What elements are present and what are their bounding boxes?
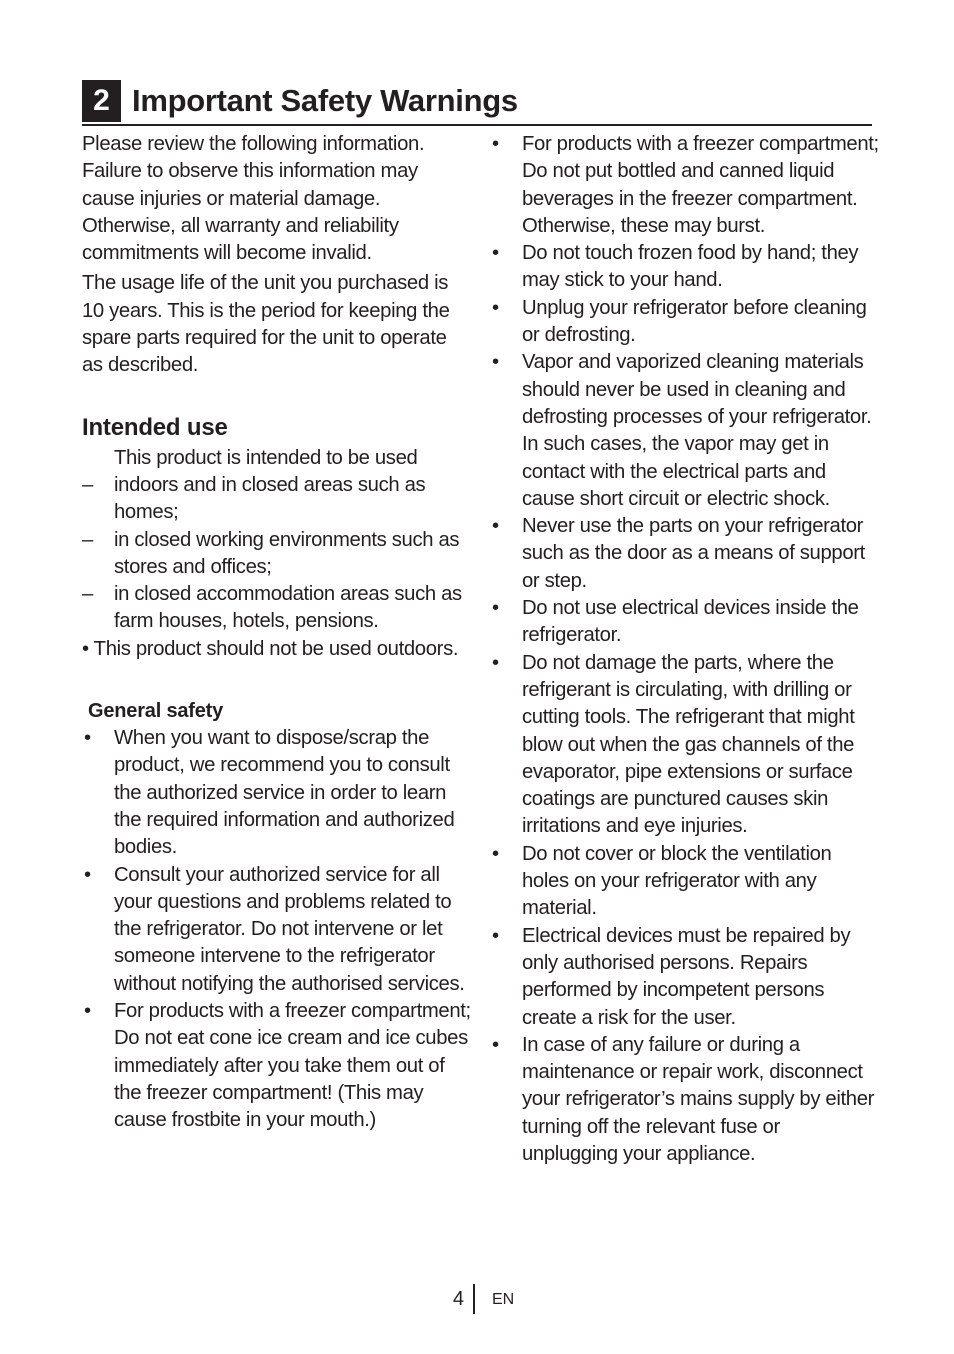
bullet-mark: • xyxy=(492,597,499,620)
list-item-text: in closed working environments such as stores and offices; xyxy=(114,528,460,578)
bullet-mark: • xyxy=(84,1000,91,1023)
language-code: EN xyxy=(492,1291,515,1308)
list-item xyxy=(490,349,880,513)
safety-warnings-list xyxy=(490,131,880,1168)
page-footer xyxy=(0,1284,954,1314)
bullet-mark: • xyxy=(84,727,91,750)
bullet-mark: • xyxy=(84,863,91,886)
list-item xyxy=(490,513,880,595)
dash-mark: – xyxy=(82,528,93,551)
page-number: 4 xyxy=(452,1288,464,1310)
intended-use-heading: Intended use xyxy=(82,413,228,441)
list-item-text: indoors and in closed areas such as homes; xyxy=(114,473,426,524)
bullet-mark: • xyxy=(492,296,499,319)
left-column xyxy=(82,131,472,1135)
list-item-text: Unplug your refrigerator before cleaning or defrosting. xyxy=(522,296,867,347)
list-item xyxy=(490,1032,880,1168)
usage-life-paragraph: The usage life of the unit you purchased is 10 years. This is the period for keeping the spare parts required for the unit to operate as described. xyxy=(82,272,450,377)
dash-mark: – xyxy=(82,583,93,606)
list-item xyxy=(490,131,880,240)
list-item-text: Consult your authorized service for all your questions and problems related to the refrigerator. Do not intervene or let someone intervene to the refrigerator without notifying the authorised services. xyxy=(114,863,465,995)
list-item-text: Do not use electrical devices inside the refrigerator. xyxy=(522,597,859,647)
bullet-mark: • xyxy=(492,242,499,265)
bullet-mark: • xyxy=(492,515,499,538)
intro-paragraph: Please review the following information. Failure to observe this information may cause injuries or material damage. Otherwise, all warranty and reliability commitments will become invalid. xyxy=(82,133,425,265)
list-item-text: Electrical devices must be repaired by only authorised persons. Repairs performed by incompetent persons create a risk for the user. xyxy=(522,924,851,1029)
bullet-mark: • xyxy=(492,924,499,947)
intended-use-lead: This product is intended to be used xyxy=(114,446,418,469)
general-safety-heading: General safety xyxy=(88,700,224,723)
bullet-mark: • xyxy=(492,842,499,865)
list-item xyxy=(490,923,880,1032)
dash-mark: – xyxy=(82,473,93,496)
list-item-text: Do not damage the parts, where the refrigerant is circulating, with drilling or cutting tools. The refrigerant that might blow out when the gas channels of the evaporator, pipe extensions or surface coatings are punctured causes skin irritations and eye injuries. xyxy=(522,651,855,838)
list-item xyxy=(490,595,880,650)
general-safety-list xyxy=(82,725,472,1134)
list-item xyxy=(82,725,472,861)
list-item-text: Never use the parts on your refrigerator such as the door as a means of support or step. xyxy=(522,515,865,592)
list-item-text: For products with a freezer compartment; Do not put bottled and canned liquid beverages in the freezer compartment. Otherwise, these may burst. xyxy=(522,133,879,237)
page-title: Important Safety Warnings xyxy=(132,83,518,118)
right-column xyxy=(490,131,880,1168)
list-item xyxy=(490,841,880,923)
list-item-text: When you want to dispose/scrap the product, we recommend you to consult the authorized service in order to learn the required information and authorized bodies. xyxy=(114,727,455,859)
footer-divider xyxy=(473,1284,475,1314)
list-item-text: In case of any failure or during a maintenance or repair work, disconnect your refrigerator’s mains supply by either turning off the relevant fuse or unplugging your appliance. xyxy=(522,1033,875,1165)
list-item-text: Vapor and vaporized cleaning materials should never be used in cleaning and defrosting processes of your refrigerator. In such cases, the vapor may get in contact with the electrical parts and cause short circuit or electric shock. xyxy=(522,351,872,510)
outdoor-use-note: • This product should not be used outdoors. xyxy=(82,637,459,660)
list-item-text: Do not cover or block the ventilation holes on your refrigerator with any material. xyxy=(522,842,832,920)
intended-use-list xyxy=(82,472,472,636)
chapter-header xyxy=(82,80,872,126)
list-item-text: For products with a freezer compartment; Do not eat cone ice cream and ice cubes immediately after you take them out of the freezer compartment! (This may cause frostbite in your mouth.) xyxy=(114,1000,471,1132)
bullet-mark: • xyxy=(492,651,499,674)
list-item xyxy=(82,527,472,582)
list-item xyxy=(490,240,880,295)
list-item xyxy=(490,295,880,350)
list-item xyxy=(82,998,472,1134)
list-item xyxy=(82,862,472,998)
list-item xyxy=(82,472,472,527)
bullet-mark: • xyxy=(492,133,499,155)
list-item-text: in closed accommodation areas such as farm houses, hotels, pensions. xyxy=(114,583,462,633)
bullet-mark: • xyxy=(492,1033,499,1056)
list-item-text: Do not touch frozen food by hand; they may stick to your hand. xyxy=(522,242,859,292)
chapter-number-badge: 2 xyxy=(82,80,121,122)
bullet-mark: • xyxy=(492,351,499,374)
list-item xyxy=(490,650,880,841)
list-item xyxy=(82,581,472,636)
